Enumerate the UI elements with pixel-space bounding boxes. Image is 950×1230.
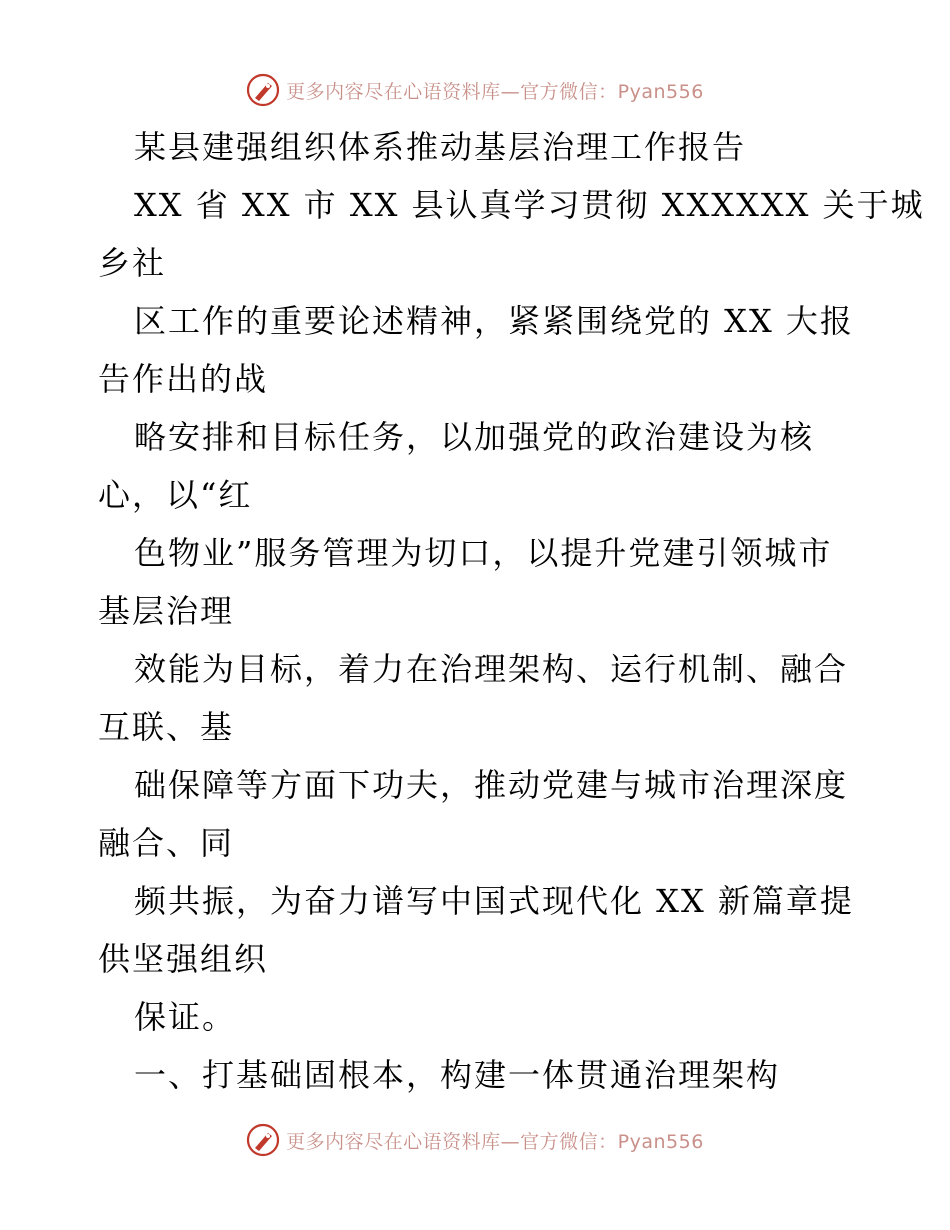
- watermark-text: 更多内容尽在心语资料库—官方微信：Pyan556: [286, 80, 704, 103]
- paragraph-line: 保证。: [134, 998, 237, 1036]
- paragraph-line: 供坚强组织: [98, 940, 269, 978]
- paragraph-line: 区工作的重要论述精神，紧紧围绕党的 XX 大报: [134, 302, 854, 340]
- paragraph-line: XX 省 XX 市 XX 县认真学习贯彻 XXXXXX 关于城: [134, 186, 925, 224]
- pen-nib-logo-icon: [246, 73, 280, 107]
- paragraph-line: 色物业”服务管理为切口，以提升党建引领城市: [134, 534, 833, 572]
- paragraph-line: 心，以“红: [98, 476, 253, 514]
- document-title: 某县建强组织体系推动基层治理工作报告: [134, 128, 747, 166]
- paragraph-line: 频共振，为奋力谱写中国式现代化 XX 新篇章提: [134, 882, 854, 920]
- paragraph-line: 乡社: [98, 244, 167, 282]
- paragraph-line: 告作出的战: [98, 360, 269, 398]
- paragraph-line: 础保障等方面下功夫，推动党建与城市治理深度: [134, 766, 849, 804]
- section-heading: 一、打基础固根本，构建一体贯通治理架构: [134, 1056, 781, 1094]
- paragraph-line: 互联、基: [98, 708, 235, 746]
- paragraph-line: 基层治理: [98, 592, 235, 630]
- paragraph-line: 效能为目标，着力在治理架构、运行机制、融合: [134, 650, 849, 688]
- paragraph-line: 略安排和目标任务，以加强党的政治建设为核: [134, 418, 815, 456]
- header-watermark: [0, 70, 950, 110]
- watermark-text: 更多内容尽在心语资料库—官方微信：Pyan556: [286, 1130, 704, 1153]
- footer-watermark: [0, 1120, 950, 1160]
- pen-nib-logo-icon: [246, 1123, 280, 1157]
- paragraph-line: 融合、同: [98, 824, 235, 862]
